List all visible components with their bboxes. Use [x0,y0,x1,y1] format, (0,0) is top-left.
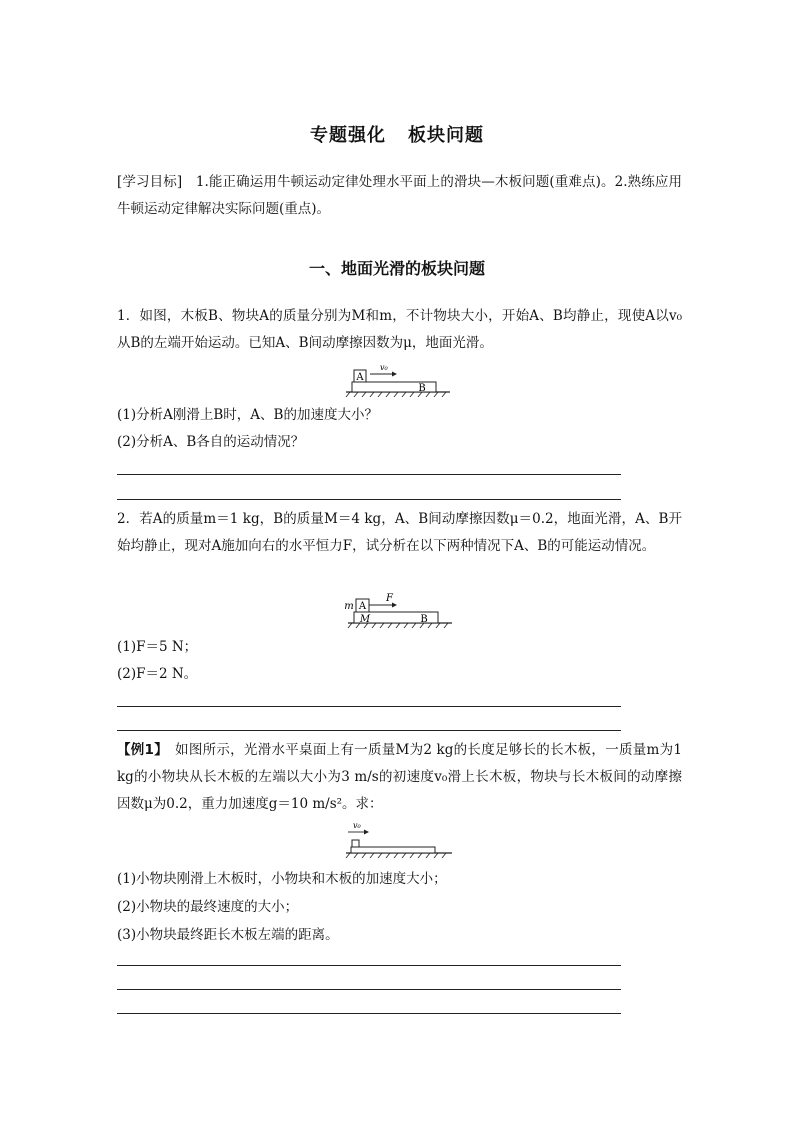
example-1-text [117,737,682,818]
problem-1-question-1: (1)分析A刚滑上B时，A、B的加速度大小？ [117,407,378,423]
figure-2-label-a: A [358,601,367,612]
section-heading: 一、地面光滑的板块问题 [308,259,485,278]
figure-2-label-m: m [344,601,354,612]
example-1-figure [340,818,460,862]
example-1-body: 如图所示，光滑水平桌面上有一质量M为2 kg的长度足够长的长木板，一质量m为1 kg的小物块从长木板的左端以大小为3 m/s的初速度v₀滑上长木板，物块与长木板间的动摩擦因数μ为0.2，重力加速度g＝10 m/s²。求： [117,742,682,812]
block-board-diagram-2 [340,591,460,631]
figure-1-label-a: A [356,372,364,383]
title-part-2: 板块问题 [408,125,484,146]
problem-1-text: 1．如图，木板B、物块A的质量分别为M和m，不计物块大小，开始A、B均静止，现使A以v₀从B的左端开始运动。已知A、B间动摩擦因数为μ，地面光滑。 [117,308,682,351]
problem-2-figure [340,591,460,635]
problem-1-question-2: (2)分析A、B各自的运动情况？ [117,434,305,450]
answer-line [117,474,621,475]
problem-2-case-2: (2)F＝2 N。 [117,666,198,682]
problem-1-figure [340,362,460,402]
problem-2-case-1: (1)F＝5 N； [117,639,198,655]
answer-line [117,965,621,966]
figure-3-label-v0: v₀ [353,821,361,830]
example-1-question-1: (1)小物块刚滑上木板时，小物块和木板的加速度大小； [117,871,447,887]
block-board-diagram-1 [340,362,460,398]
objectives-text: 1.能正确运用牛顿运动定律处理水平面上的滑块—木板问题(重难点)。2.熟练应用牛顿运动定律解决实际问题(重点)。 [117,174,682,217]
example-1-label: 【例1】 [117,742,162,758]
learning-objectives [117,169,682,223]
figure-1-label-v0: v₀ [380,363,388,372]
answer-line [117,499,621,500]
answer-line [117,730,621,731]
title-part-1: 专题强化 [310,125,386,146]
example-1-question-2: (2)小物块的最终速度的大小； [117,899,299,915]
example-1-question-3: (3)小物块最终距长木板左端的距离。 [117,927,339,943]
problem-2-text: 2．若A的质量m＝1 kg，B的质量M＝4 kg，A、B间动摩擦因数μ＝0.2，地面光滑，A、B开始均静止，现对A施加向右的水平恒力F，试分析在以下两种情况下A、B的可能运动情况。 [117,511,682,554]
answer-line [117,1013,621,1014]
block-board-diagram-3 [340,818,460,858]
figure-2-label-f: F [386,593,393,604]
answer-line [117,706,621,707]
figure-1-label-b: B [418,383,426,394]
objectives-label: [学习目标] [117,174,183,190]
answer-line [117,989,621,990]
figure-2-label-M: M [359,614,371,625]
figure-2-label-b: B [420,614,428,625]
page-title [0,121,794,147]
